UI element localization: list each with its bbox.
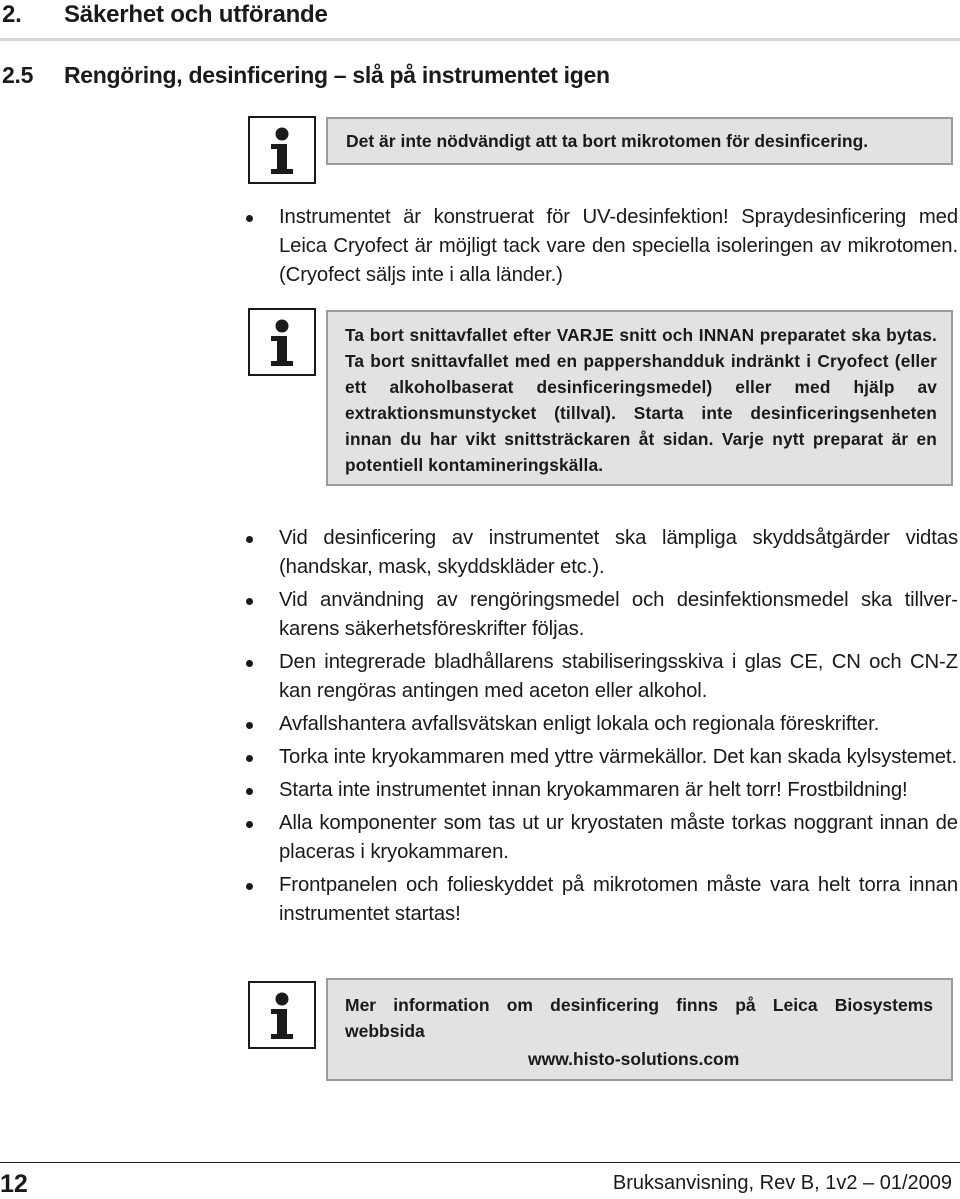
chapter-heading	[2, 1, 328, 29]
note-text-continued: webbsida	[345, 1021, 425, 1041]
info-icon	[248, 116, 316, 184]
info-note	[326, 978, 953, 1081]
footer-document-info: Bruksanvisning, Rev B, 1v2 – 01/2009	[612, 1172, 952, 1194]
chapter-number: 2.	[2, 1, 22, 28]
bullet-dot	[246, 722, 253, 729]
footer-divider	[0, 1162, 960, 1163]
warning-note	[326, 310, 953, 486]
list-item: Instrumentet är konstruerat för UV-desinfektion! Spraydesinficering med Leica Cryofect är möjligt tack vare den speciella isoleringen av mikrotomen. (Cryofect säljs inte i alla länder.)	[246, 203, 958, 290]
list-item: Frontpanelen och folieskyddet på mikrotomen måste vara helt torra innan instrumentet startas!	[246, 871, 958, 929]
list-item: Torka inte kryokammaren med yttre värmekällor. Det kan skada kylsystemet.	[246, 743, 958, 772]
bullet-dot	[246, 883, 253, 890]
info-icon	[248, 308, 316, 376]
section-title: Rengöring, desinficering – slå på instrumentet igen	[64, 62, 610, 88]
section-heading	[2, 62, 610, 89]
info-note	[326, 117, 953, 165]
bullet-list-top	[246, 203, 958, 290]
bullet-dot	[246, 660, 253, 667]
website-link[interactable]: www.histo-solutions.com	[528, 1049, 740, 1069]
list-item: Vid användning av rengöringsmedel och desinfektionsmedel ska tillverkarens säkerhetsföreskrifter följas.	[246, 586, 958, 644]
note-text: Ta bort snittavfallet efter VARJE snitt och INNAN preparatet ska bytas. Ta bort snittavfallet med en pappershandduk indränkt i Cryofect (eller ett alkoholbaserat desinficeringsmedel) eller med hjälp av extraktionsmunstycket (tillval). Starta inte desinficeringsenheten innan du har vikt snittsträckaren åt sidan. Varje nytt preparat är en potentiell kontamineringskälla.	[345, 325, 937, 475]
info-icon	[248, 981, 316, 1049]
list-item: Avfallshantera avfallsvätskan enligt lokala och regionala föreskrifter.	[246, 710, 958, 739]
list-item: Alla komponenter som tas ut ur kryostaten måste torkas noggrant innan de placeras i kryokammaren.	[246, 809, 958, 867]
list-item: Vid desinficering av instrumentet ska lämpliga skyddsåtgärder vidtas (handskar, mask, skyddskläder etc.).	[246, 524, 958, 582]
list-item: Den integrerade bladhållarens stabiliseringsskiva i glas CE, CN och CN-Z kan rengöras antingen med aceton eller alkohol.	[246, 648, 958, 706]
list-item: Starta inte instrumentet innan kryokammaren är helt torr! Frostbildning!	[246, 776, 958, 805]
note-text: Det är inte nödvändigt att ta bort mikrotomen för desinficering.	[346, 131, 869, 151]
bullet-dot	[246, 598, 253, 605]
bullet-list	[246, 524, 958, 933]
chapter-title: Säkerhet och utförande	[64, 1, 328, 28]
note-text: Mer information om desinficering finns på Leica Biosystems	[345, 995, 933, 1015]
bullet-dot	[246, 215, 253, 222]
bullet-dot	[246, 821, 253, 828]
page-number: 12	[0, 1170, 28, 1198]
section-number: 2.5	[2, 62, 34, 88]
bullet-dot	[246, 536, 253, 543]
bullet-dot	[246, 788, 253, 795]
bullet-dot	[246, 755, 253, 762]
